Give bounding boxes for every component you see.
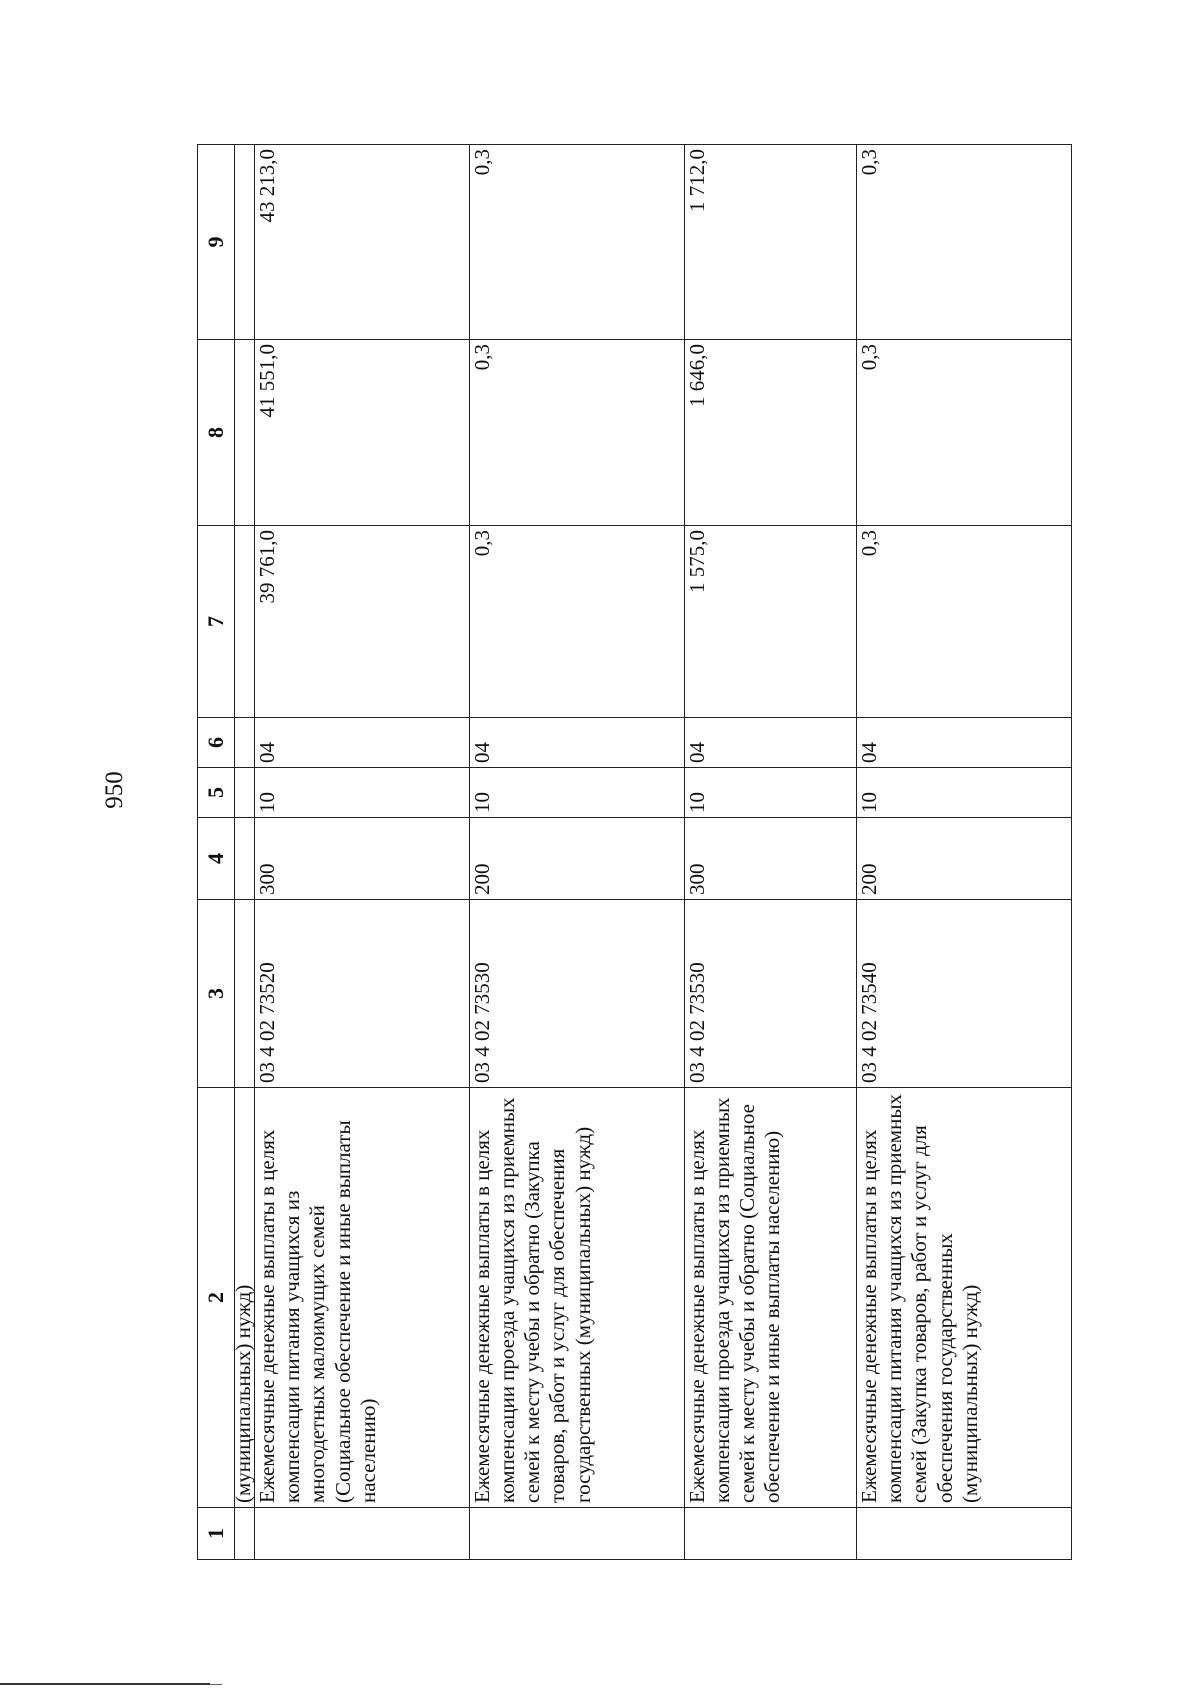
column-header-8: 8 [198,340,235,526]
expense-type-cell: 200 [469,818,684,900]
table-cell [235,526,255,718]
amount-col7-cell: 1 575,0 [684,526,856,718]
table-cell [235,818,255,900]
table-cell [235,145,255,340]
subsection-cell: 04 [255,718,470,768]
table-cell [235,718,255,768]
continuation-row [235,145,255,1560]
budget-table-container [197,145,1072,1560]
expense-type-cell: 300 [684,818,856,900]
section-cell: 10 [255,768,470,818]
expense-type-cell: 300 [255,818,470,900]
section-cell: 10 [684,768,856,818]
amount-col9-cell: 0,3 [469,145,684,340]
subsection-cell: 04 [684,718,856,768]
column-header-3: 3 [198,900,235,1088]
table-cell [235,1508,255,1560]
table-row [255,145,470,1560]
table-row [469,145,684,1560]
row-number-cell [255,1508,470,1560]
page-number [95,760,135,820]
expense-name-cell: Ежемесячные денежные выплаты в целях компенсации проезда учащихся из приемных семей к месту учебы и обратно (Социальное обеспечение и иные выплаты населению) [684,1088,856,1508]
column-header-5: 5 [198,768,235,818]
table-row [857,145,1072,1560]
column-header-6: 6 [198,718,235,768]
subsection-cell: 04 [469,718,684,768]
column-header-7: 7 [198,526,235,718]
subsection-cell: 04 [857,718,1072,768]
amount-col9-cell: 0,3 [857,145,1072,340]
expense-name-cell: Ежемесячные денежные выплаты в целях компенсации питания учащихся из многодетных малоимущих семей (Социальное обеспечение и иные выплаты населению) [255,1088,470,1508]
target-code-cell: 03 4 02 73520 [255,900,470,1088]
expense-type-cell: 200 [857,818,1072,900]
table-cell [235,340,255,526]
amount-col8-cell: 41 551,0 [255,340,470,526]
page-number-text: 950 [101,771,128,809]
header-row [198,145,235,1560]
target-code-cell: 03 4 02 73530 [469,900,684,1088]
expense-name-cell: Ежемесячные денежные выплаты в целях компенсации проезда учащихся из приемных семей к месту учебы и обратно (Закупка товаров, работ и услуг для обеспечения государственных (муниципальных) нужд) [469,1088,684,1508]
table-cell [235,768,255,818]
amount-col7-cell: 0,3 [857,526,1072,718]
amount-col9-cell: 43 213,0 [255,145,470,340]
table-row [684,145,856,1560]
column-header-1: 1 [198,1508,235,1560]
section-cell: 10 [857,768,1072,818]
row-number-cell [857,1508,1072,1560]
column-header-4: 4 [198,818,235,900]
table-cell [235,900,255,1088]
amount-col9-cell: 1 712,0 [684,145,856,340]
scan-edge-line [210,1684,222,1685]
amount-col7-cell: 0,3 [469,526,684,718]
amount-col7-cell: 39 761,0 [255,526,470,718]
budget-table [197,144,1072,1560]
target-code-cell: 03 4 02 73530 [684,900,856,1088]
row-number-cell [469,1508,684,1560]
column-header-2: 2 [198,1088,235,1508]
column-header-9: 9 [198,145,235,340]
amount-col8-cell: 0,3 [469,340,684,526]
section-cell: 10 [469,768,684,818]
amount-col8-cell: 0,3 [857,340,1072,526]
amount-col8-cell: 1 646,0 [684,340,856,526]
row-number-cell [684,1508,856,1560]
scan-edge-line [0,1683,210,1685]
continuation-text: (муниципальных) нужд) [235,1088,255,1508]
expense-name-cell: Ежемесячные денежные выплаты в целях компенсации питания учащихся из приемных семей (Закупка товаров, работ и услуг для обеспечения государственных (муниципальных) нужд) [857,1088,1072,1508]
target-code-cell: 03 4 02 73540 [857,900,1072,1088]
